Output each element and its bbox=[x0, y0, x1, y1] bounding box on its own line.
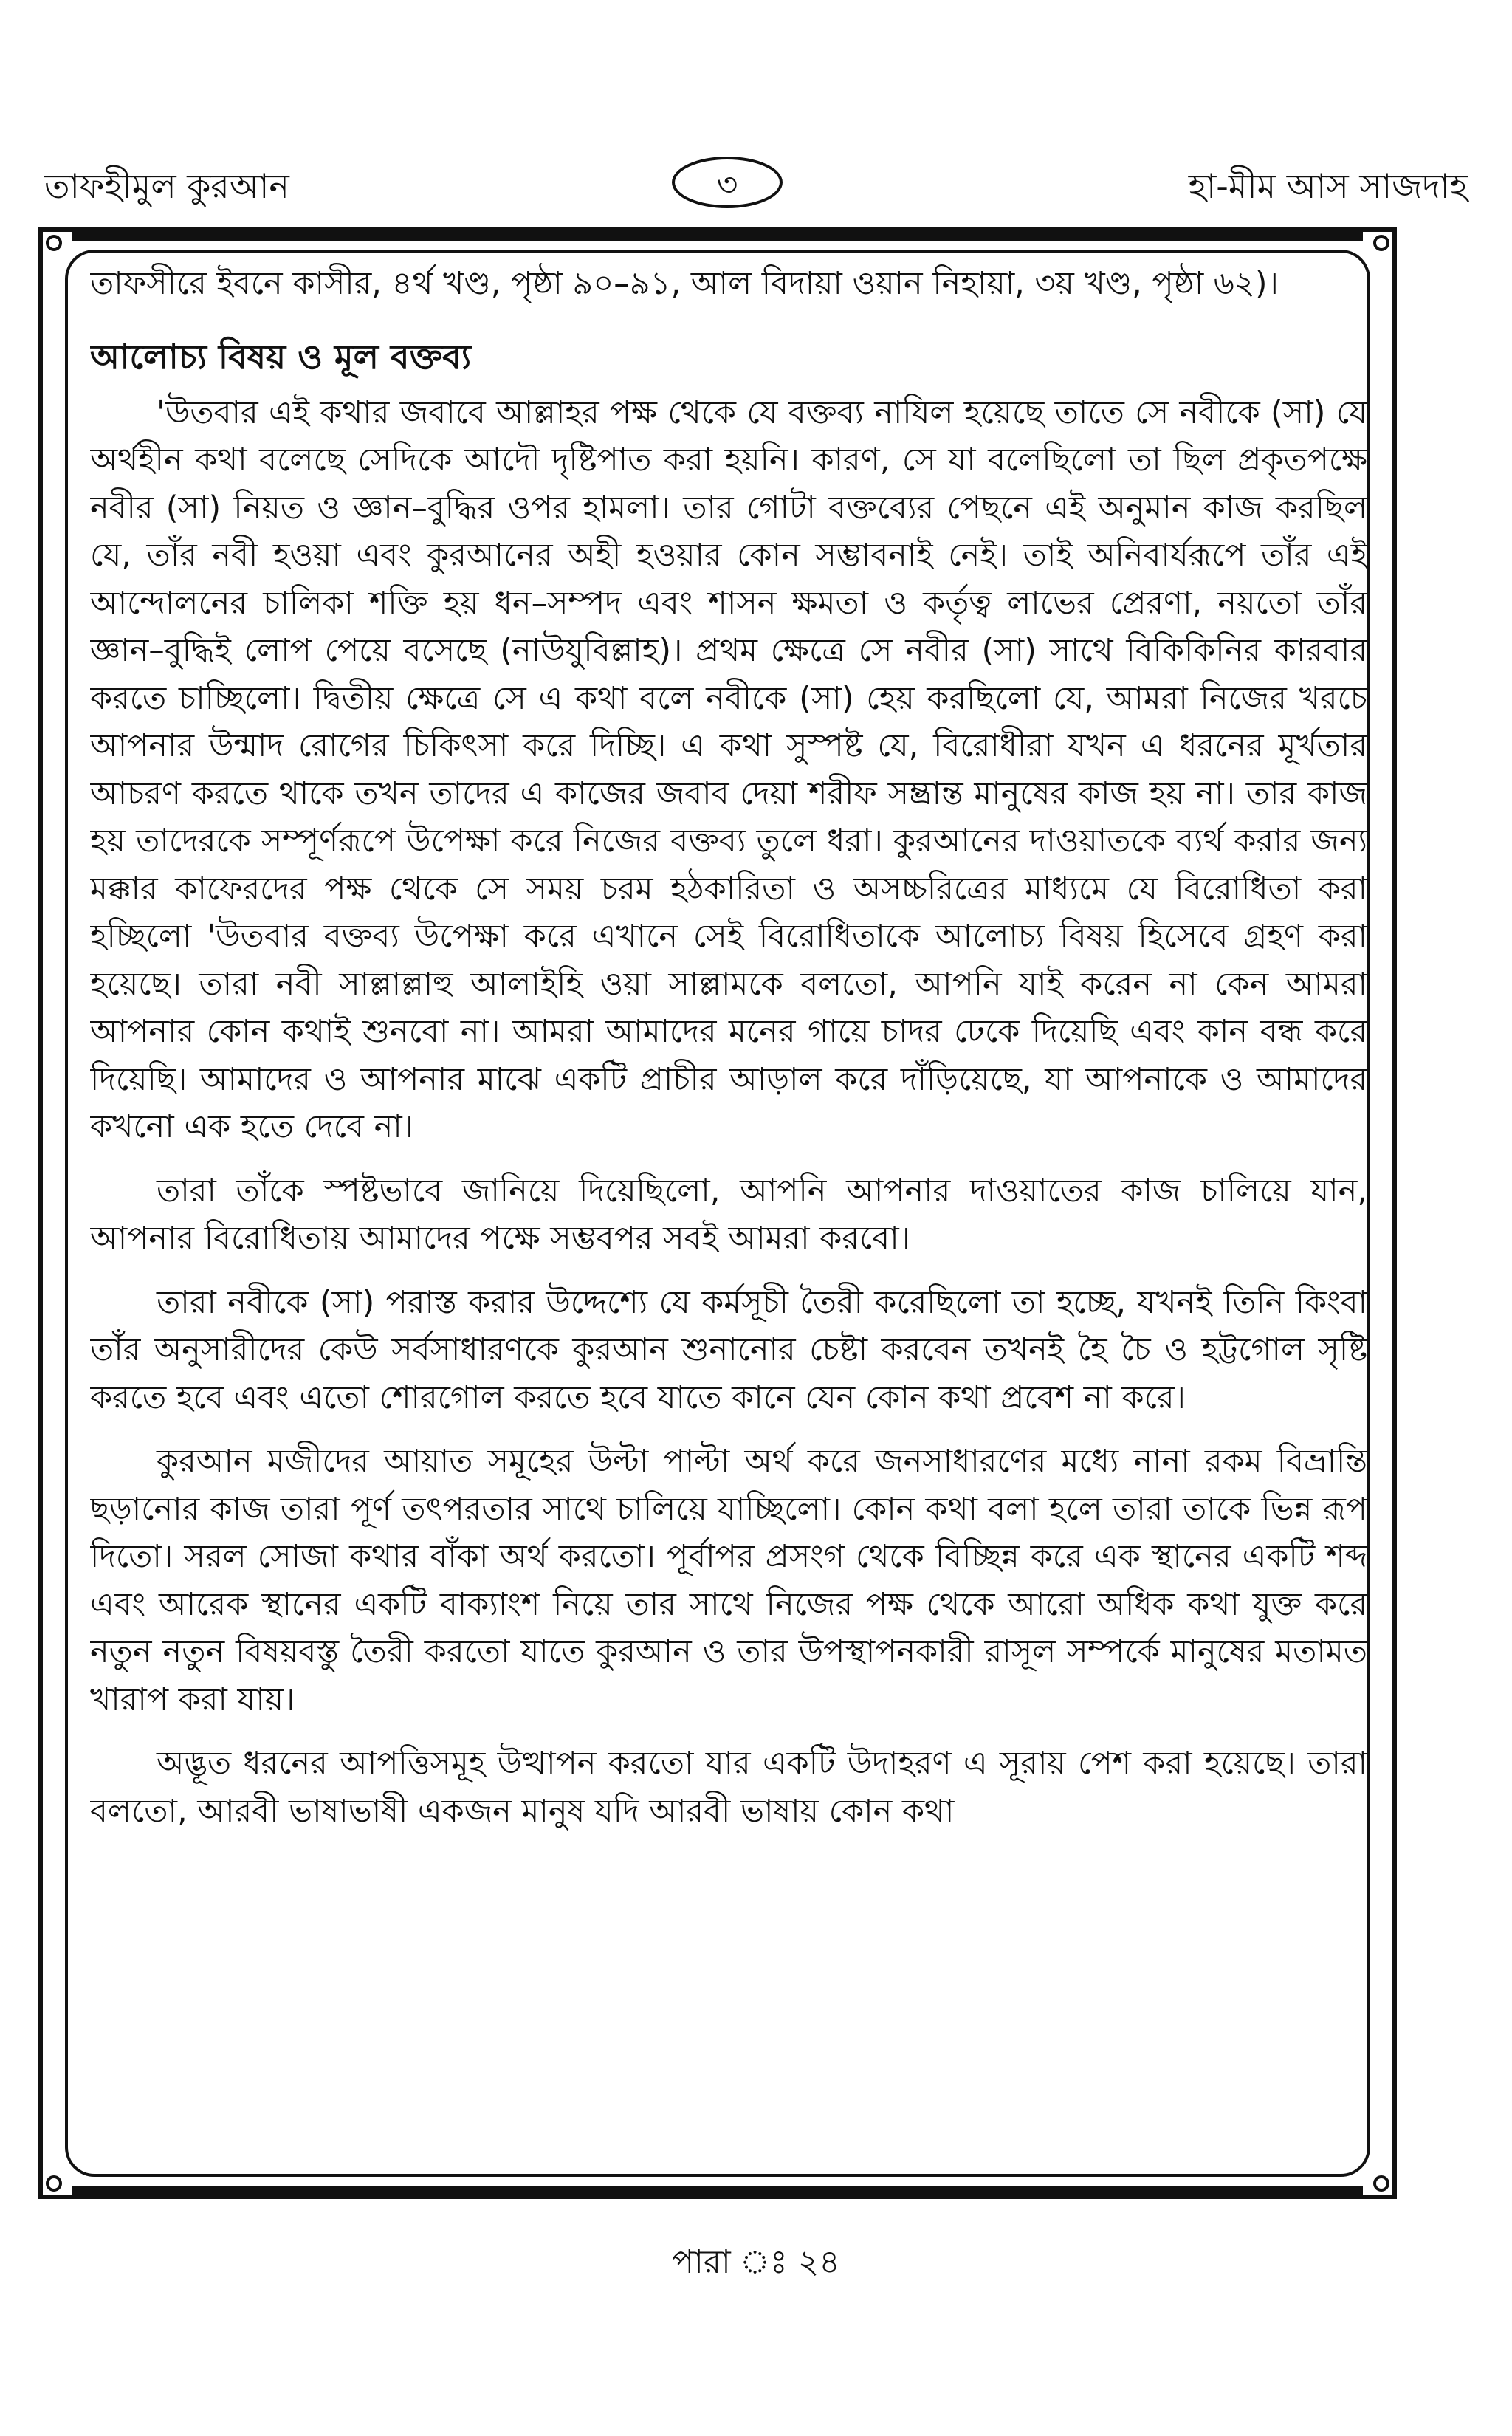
section-heading: আলোচ্য বিষয় ও মূল বক্তব্য bbox=[90, 336, 472, 377]
frame-corner-top-left bbox=[46, 235, 62, 251]
body-paragraph: কুরআন মজীদের আয়াত সমূহের উল্টা পাল্টা অর্থ করে জনসাধারণের মধ্যে নানা রকম বিভ্রান্তি ছড়ানোর কাজ তারা পূর্ণ তৎপরতার সাথে চালিয়ে যাচ্ছিলো। কোন কথা বলা হলে তারা তাকে ভিন্ন রূপ দিতো। সরল সোজা কথার বাঁকা অর্থ করতো। পূর্বাপর প্রসংগ থেকে বিচ্ছিন্ন করে এক স্থানের একটি শব্দ এবং আরেক স্থানের একটি বাক্যাংশ নিয়ে তার সাথে নিজের পক্ষ থেকে আরো অধিক কথা যুক্ত করে নতুন নতুন বিষয়বস্তু তৈরী করতো যাতে কুরআন ও তার উপস্থাপনকারী রাসূল সম্পর্কে মানুষের মতামত খারাপ করা যায়। bbox=[90, 1443, 1367, 1718]
frame-corner-bottom-right bbox=[1373, 2175, 1389, 2192]
body-paragraph: তারা তাঁকে স্পষ্টভাবে জানিয়ে দিয়েছিলো, আপনি আপনার দাওয়াতের কাজ চালিয়ে যান, আপনার বিরোধিতায় আমাদের পক্ষে সম্ভবপর সবই আমরা করবো। bbox=[90, 1172, 1367, 1257]
body-paragraph: 'উতবার এই কথার জবাবে আল্লাহর পক্ষ থেকে যে বক্তব্য নাযিল হয়েছে তাতে সে নবীকে (সা) যে অর্থহীন কথা বলেছে সেদিকে আদৌ দৃষ্টিপাত করা হয়নি। কারণ, সে যা বলেছিলো তা ছিল প্রকৃতপক্ষে নবীর (সা) নিয়ত ও জ্ঞান–বুদ্ধির ওপর হামলা। তার গোটা বক্তব্যের পেছনে এই অনুমান কাজ করছিল যে, তাঁর নবী হওয়া এবং কুরআনের অহী হওয়ার কোন সম্ভাবনাই নেই। তাই অনিবার্যরূপে তাঁর এই আন্দোলনের চালিকা শক্তি হয় ধন–সম্পদ এবং শাসন ক্ষমতা ও কর্তৃত্ব লাভের প্রেরণা, নয়তো তাঁর জ্ঞান–বুদ্ধিই লোপ পেয়ে বসেছে (নাউযুবিল্লাহ)। প্রথম ক্ষেত্রে সে নবীর (সা) সাথে বিকিকিনির কারবার করতে চাচ্ছিলো। দ্বিতীয় ক্ষেত্রে সে এ কথা বলে নবীকে (সা) হেয় করছিলো যে, আমরা নিজের খরচে আপনার উন্মাদ রোগের চিকিৎসা করে দিচ্ছি। এ কথা সুস্পষ্ট যে, বিরোধীরা যখন এ ধরনের মূর্খতার আচরণ করতে থাকে তখন তাদের এ কাজের জবাব দেয়া শরীফ সম্ভ্রান্ত মানুষের কাজ হয় না। তার কাজ হয় তাদেরকে সম্পূর্ণরূপে উপেক্ষা করে নিজের বক্তব্য তুলে ধরা। কুরআনের দাওয়াতকে ব্যর্থ করার জন্য মক্কার কাফেরদের পক্ষ থেকে সে সময় চরম হঠকারিতা ও অসচ্চরিত্রের মাধ্যমে যে বিরোধিতা করা হচ্ছিলো 'উতবার বক্তব্য উপেক্ষা করে এখানে সেই বিরোধিতাকে আলোচ্য বিষয় হিসেবে গ্রহণ করা হয়েছে। তারা নবী সাল্লাল্লাহু আলাইহি ওয়া সাল্লামকে বলতো, আপনি যাই করেন না কেন আমরা আপনার কোন কথাই শুনবো না। আমরা আমাদের মনের গায়ে চাদর ঢেকে দিয়েছি এবং কান বন্ধ করে দিয়েছি। আমাদের ও আপনার মাঝে একটি প্রাচীর আড়াল করে দাঁড়িয়েছে, যা আপনাকে ও আমাদের কখনো এক হতে দেবে না। bbox=[90, 394, 1367, 1145]
para-footer: পারা ঃ ২৪ bbox=[672, 2243, 840, 2281]
page-number: ৩ bbox=[672, 157, 783, 208]
frame-bottom-bar bbox=[72, 2186, 1363, 2195]
intro-paragraph: তাফসীরে ইবনে কাসীর, ৪র্থ খণ্ড, পৃষ্ঠা ৯০–৯১, আল বিদায়া ওয়ান নিহায়া, ৩য় খণ্ড, পৃষ্ঠা ৬২)। bbox=[90, 265, 1279, 302]
surah-title: হা-মীম আস সাজদাহ bbox=[1188, 166, 1468, 206]
frame-corner-top-right bbox=[1373, 235, 1389, 251]
body-paragraph: তারা নবীকে (সা) পরাস্ত করার উদ্দেশ্যে যে কর্মসূচী তৈরী করেছিলো তা হচ্ছে, যখনই তিনি কিংবা তাঁর অনুসারীদের কেউ সর্বসাধারণকে কুরআন শুনানোর চেষ্টা করবেন তখনই হৈ চৈ ও হট্টগোল সৃষ্টি করতে হবে এবং এতো শোরগোল করতে হবে যাতে কানে যেন কোন কথা প্রবেশ না করে। bbox=[90, 1283, 1367, 1416]
page-content bbox=[90, 260, 1367, 2172]
frame-corner-bottom-left bbox=[46, 2175, 62, 2192]
page-header bbox=[44, 148, 1468, 214]
frame-top-bar bbox=[72, 232, 1363, 241]
book-title: তাফহীমুল কুরআন bbox=[44, 166, 289, 206]
body-paragraph: অদ্ভূত ধরনের আপত্তিসমূহ উত্থাপন করতো যার একটি উদাহরণ এ সূরায় পেশ করা হয়েছে। তারা বলতো, আরবী ভাষাভাষী একজন মানুষ যদি আরবী ভাষায় কোন কথা bbox=[90, 1745, 1367, 1830]
